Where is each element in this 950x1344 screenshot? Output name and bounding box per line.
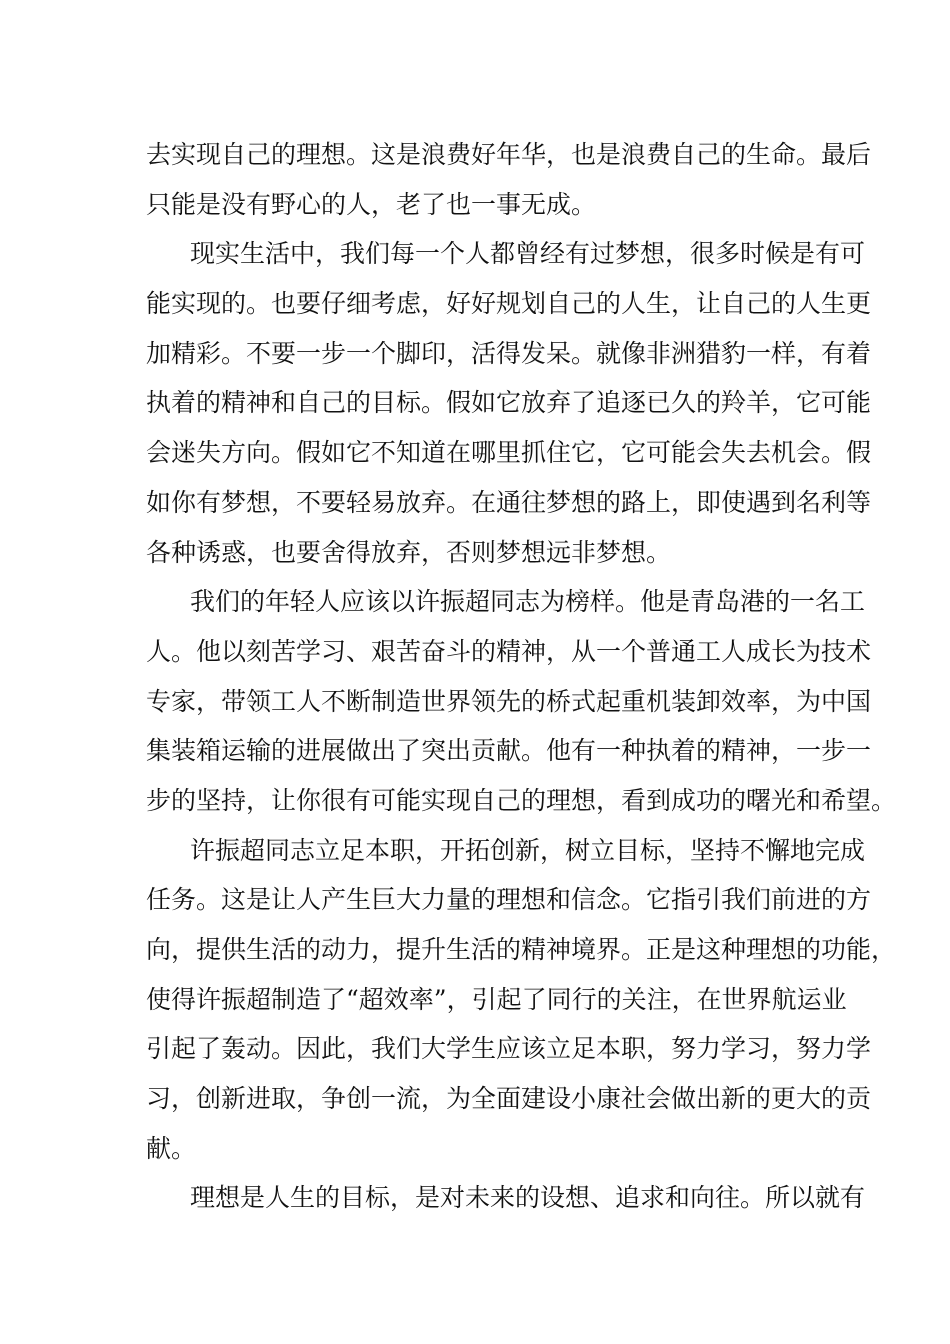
text-line: 步的坚持，让你很有可能实现自己的理想，看到成功的曙光和希望。 — [146, 785, 897, 815]
text-line: 集装箱运输的进展做出了突出贡献。他有一种执着的精神，一步一 — [146, 736, 872, 766]
text-line: 习，创新进取，争创一流，为全面建设小康社会做出新的更大的贡 — [146, 1084, 872, 1114]
text-line: 去实现自己的理想。这是浪费好年华，也是浪费自己的生命。最后 — [146, 140, 872, 169]
paragraph-start-line: 现实生活中，我们每一个人都曾经有过梦想，很多时候是有可 — [190, 239, 866, 269]
text-line: 会迷失方向。假如它不知道在哪里抓住它，它可能会失去机会。假 — [146, 438, 872, 468]
text-line: 献。 — [146, 1133, 197, 1163]
text-line: 使得许振超制造了“超效率”，引起了同行的关注，在世界航运业 — [146, 984, 847, 1014]
text-line: 只能是没有野心的人，老了也一事无成。 — [146, 189, 597, 219]
text-line: 专家，带领工人不断制造世界领先的桥式起重机装卸效率，为中国 — [146, 686, 872, 716]
text-line: 任务。这是让人产生巨大力量的理想和信念。它指引我们前进的方 — [146, 885, 872, 915]
text-line: 加精彩。不要一步一个脚印，活得发呆。就像非洲猎豹一样，有着 — [146, 338, 872, 368]
paragraph-start-line: 理想是人生的目标，是对未来的设想、追求和向往。所以就有 — [190, 1183, 866, 1213]
paragraph-start-line: 我们的年轻人应该以许振超同志为榜样。他是青岛港的一名工 — [190, 587, 866, 617]
paragraph-start-line: 许振超同志立足本职，开拓创新，树立目标，坚持不懈地完成 — [190, 835, 866, 865]
body-text — [146, 130, 897, 1223]
text-line: 人。他以刻苦学习、艰苦奋斗的精神，从一个普通工人成长为技术 — [146, 636, 872, 666]
text-line: 能实现的。也要仔细考虑，好好规划自己的人生，让自己的人生更 — [146, 289, 872, 319]
text-line: 执着的精神和自己的目标。假如它放弃了追逐已久的羚羊，它可能 — [146, 388, 872, 418]
text-line: 向，提供生活的动力，提升生活的精神境界。正是这种理想的功能， — [146, 935, 897, 964]
text-line: 引起了轰动。因此，我们大学生应该立足本职，努力学习，努力学 — [146, 1034, 872, 1064]
text-line: 各种诱惑，也要舍得放弃，否则梦想远非梦想。 — [146, 537, 672, 567]
text-line: 如你有梦想，不要轻易放弃。在通往梦想的路上，即使遇到名利等 — [146, 487, 872, 517]
